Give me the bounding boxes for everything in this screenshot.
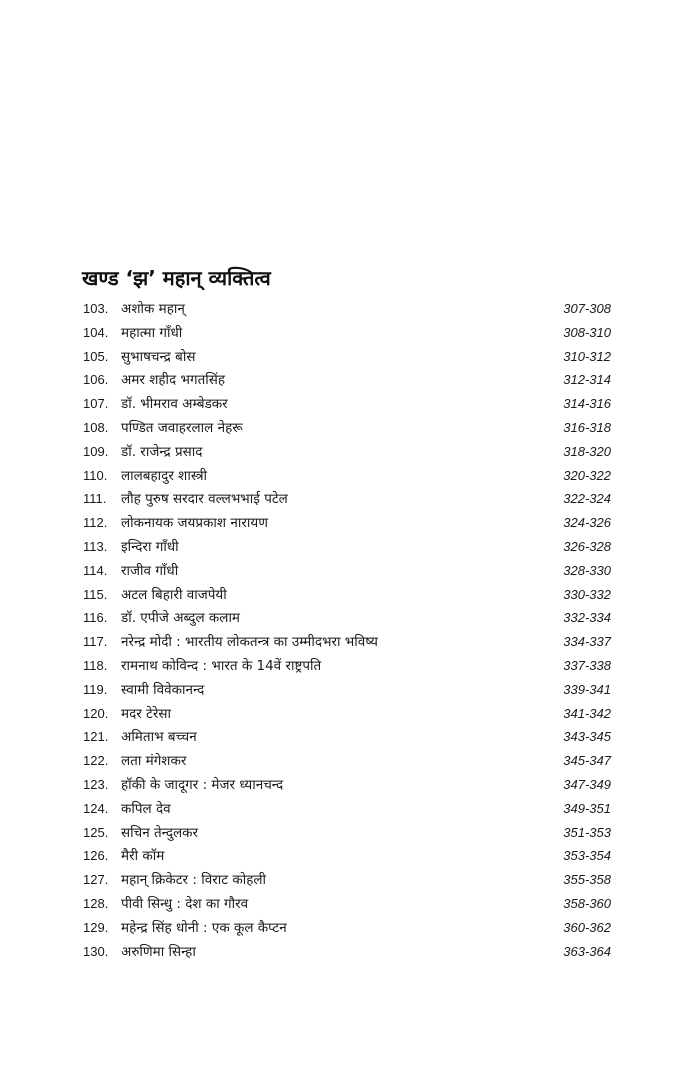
toc-entry-title: अमर शहीद भगतसिंह [121, 372, 226, 389]
toc-entry [83, 464, 611, 488]
toc-entry-pages: 343-345 [563, 729, 611, 745]
toc-entry-pages: 353-354 [563, 848, 611, 864]
toc-entry-number: 126. [83, 848, 109, 864]
toc-entry-pages: 326-328 [563, 538, 611, 554]
toc-entry-pages: 316-318 [563, 419, 611, 435]
toc-entry [83, 583, 611, 607]
toc-entry-number: 107. [83, 396, 109, 412]
toc-entry-number: 120. [83, 705, 109, 721]
toc-entry-pages: 334-337 [563, 634, 611, 650]
toc-entry-title: स्वामी विवेकानन्द [121, 681, 205, 698]
toc-entry-number: 113. [83, 538, 108, 554]
toc-list [83, 297, 611, 963]
toc-entry-number: 117. [83, 634, 108, 650]
toc-entry [83, 892, 611, 916]
toc-entry [83, 702, 611, 726]
toc-entry [83, 297, 611, 321]
toc-entry-pages: 337-338 [563, 657, 611, 673]
toc-entry-title: डॉ. भीमराव अम्बेडकर [121, 396, 228, 413]
toc-entry-title: अरुणिमा सिन्हा [121, 943, 196, 960]
toc-entry-title: रामनाथ कोविन्द : भारत के 14वें राष्ट्रपति [121, 657, 322, 674]
toc-entry [83, 916, 611, 940]
toc-entry [83, 559, 611, 583]
toc-entry-number: 106. [83, 372, 109, 388]
toc-entry-title: महान् क्रिकेटर : विराट कोहली [121, 872, 267, 889]
toc-entry [83, 321, 611, 345]
toc-entry-pages: 355-358 [563, 872, 611, 888]
toc-entry [83, 345, 611, 369]
toc-entry-number: 125. [83, 824, 109, 840]
toc-entry-number: 121. [83, 729, 109, 745]
toc-entry-title: पीवी सिन्धु : देश का गौरव [121, 895, 249, 912]
toc-entry-title: मैरी कॉम [121, 848, 165, 865]
toc-entry-pages: 307-308 [563, 301, 611, 316]
toc-entry-pages: 320-322 [563, 467, 611, 483]
toc-entry [83, 797, 611, 821]
toc-entry [83, 440, 611, 464]
toc-entry-number: 118. [83, 657, 108, 673]
toc-entry-pages: 358-360 [563, 895, 611, 911]
toc-entry [83, 654, 611, 678]
toc-entry-number: 127. [83, 872, 109, 888]
toc-entry-number: 129. [83, 919, 109, 935]
toc-entry-pages: 322-324 [563, 491, 611, 507]
toc-entry-title: अशोक महान् [121, 301, 185, 317]
toc-entry-pages: 330-332 [563, 586, 611, 602]
toc-entry-title: राजीव गाँधी [121, 562, 179, 579]
toc-entry-pages: 363-364 [563, 943, 611, 959]
toc-entry [83, 821, 611, 845]
toc-entry [83, 487, 611, 511]
toc-entry-number: 105. [83, 348, 109, 364]
toc-entry-title: अटल बिहारी वाजपेयी [121, 586, 227, 603]
toc-entry-number: 123. [83, 776, 109, 792]
toc-entry [83, 940, 611, 964]
toc-entry-pages: 349-351 [563, 800, 611, 816]
toc-entry-title: डॉ. राजेन्द्र प्रसाद [121, 443, 203, 460]
toc-entry [83, 749, 611, 773]
toc-entry [83, 678, 611, 702]
toc-entry-title: कपिल देव [121, 800, 171, 817]
toc-entry-pages: 308-310 [563, 324, 611, 340]
toc-entry-pages: 345-347 [563, 753, 611, 769]
toc-entry-title: सुभाषचन्द्र बोस [121, 348, 196, 365]
toc-entry [83, 535, 611, 559]
toc-entry-title: डॉ. एपीजे अब्दुल कलाम [121, 610, 241, 627]
toc-entry-title: पण्डित जवाहरलाल नेहरू [121, 419, 243, 436]
toc-entry-number: 130. [83, 943, 109, 959]
toc-entry-number: 114. [83, 562, 108, 578]
toc-entry-pages: 310-312 [563, 348, 611, 364]
toc-entry-pages: 347-349 [563, 776, 611, 792]
toc-entry [83, 606, 611, 630]
toc-entry-pages: 332-334 [563, 610, 611, 626]
toc-entry [83, 511, 611, 535]
toc-entry-title: सचिन तेन्दुलकर [121, 824, 199, 841]
toc-entry-title: नरेन्द्र मोदी : भारतीय लोकतन्त्र का उम्मीदभरा भविष्य [121, 634, 378, 651]
toc-entry-title: महेन्द्र सिंह धोनी : एक कूल कैप्टन [121, 919, 287, 936]
toc-entry-pages: 314-316 [563, 396, 611, 412]
toc-entry-number: 128. [83, 895, 109, 911]
toc-entry-number: 103. [83, 301, 109, 316]
toc-entry-pages: 328-330 [563, 562, 611, 578]
toc-entry [83, 416, 611, 440]
toc-entry-number: 124. [83, 800, 109, 816]
toc-entry-number: 116. [83, 610, 108, 626]
toc-entry-number: 108. [83, 419, 109, 435]
toc-entry-number: 115. [83, 586, 108, 602]
toc-entry [83, 630, 611, 654]
toc-entry [83, 392, 611, 416]
toc-entry [83, 844, 611, 868]
section-heading: खण्ड ‘झ’ महान् व्यक्तित्व [82, 266, 271, 290]
toc-entry-pages: 312-314 [563, 372, 611, 388]
toc-entry-title: लता मंगेशकर [121, 753, 187, 770]
toc-entry [83, 725, 611, 749]
toc-entry-title: अमिताभ बच्चन [121, 729, 197, 746]
toc-entry-pages: 351-353 [563, 824, 611, 840]
toc-entry-number: 104. [83, 324, 109, 340]
toc-entry-number: 122. [83, 753, 109, 769]
toc-entry-title: हॉकी के जादूगर : मेजर ध्यानचन्द [121, 776, 284, 793]
toc-entry-title: महात्मा गाँधी [121, 324, 183, 341]
toc-entry [83, 368, 611, 392]
toc-entry-pages: 324-326 [563, 515, 611, 531]
toc-entry-title: लोकनायक जयप्रकाश नारायण [121, 515, 268, 532]
toc-entry-pages: 341-342 [563, 705, 611, 721]
toc-entry-title: इन्दिरा गाँधी [121, 538, 179, 555]
toc-entry [83, 868, 611, 892]
toc-entry-pages: 360-362 [563, 919, 611, 935]
toc-entry-title: लौह पुरुष सरदार वल्लभभाई पटेल [121, 491, 288, 508]
toc-entry-title: मदर टेरेसा [121, 705, 172, 722]
toc-entry-number: 111. [83, 491, 107, 507]
toc-entry-pages: 339-341 [563, 681, 611, 697]
toc-entry-number: 112. [83, 515, 108, 531]
toc-entry-number: 119. [83, 681, 108, 697]
toc-entry-number: 109. [83, 443, 109, 459]
toc-entry-pages: 318-320 [563, 443, 611, 459]
toc-entry [83, 773, 611, 797]
toc-entry-number: 110. [83, 467, 108, 483]
toc-entry-title: लालबहादुर शास्त्री [121, 467, 208, 484]
